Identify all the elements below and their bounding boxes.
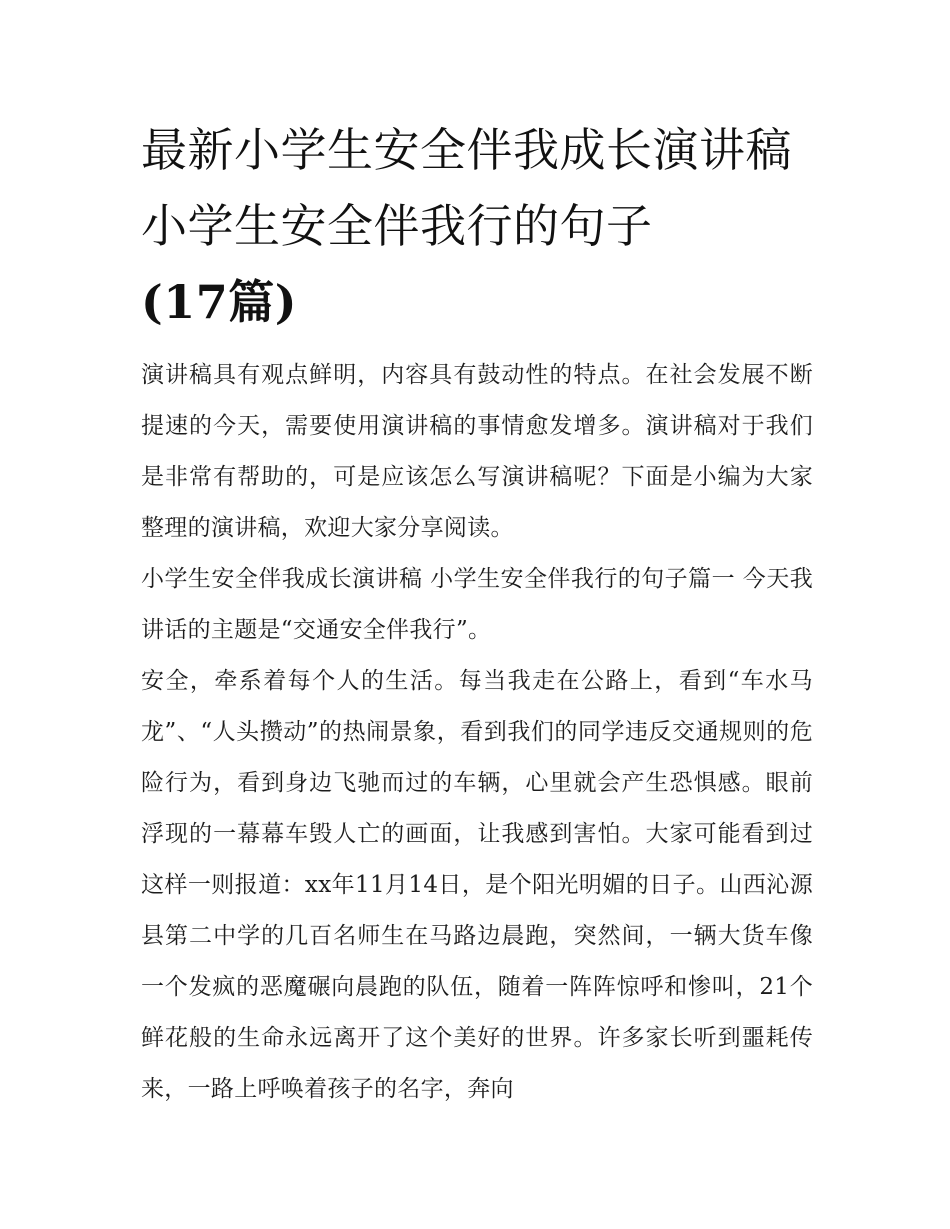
intro-paragraph: 演讲稿具有观点鲜明，内容具有鼓动性的特点。在社会发展不断提速的今天，需要使用演讲稿的事情愈发增多。演讲稿对于我们是非常有帮助的，可是应该怎么写演讲稿呢？下面是小编为大家整理的演讲稿，欢迎大家分享阅读。	[141, 362, 813, 541]
document-title	[141, 112, 813, 340]
section-heading-paragraph: 小学生安全伴我成长演讲稿 小学生安全伴我行的句子篇一 今天我讲话的主题是“交通安全伴我行”。	[141, 566, 813, 643]
document-content	[141, 112, 813, 1115]
body-paragraph: 安全，牵系着每个人的生活。每当我走在公路上，看到“车水马龙”、“人头攒动”的热闹景象，看到我们的同学违反交通规则的危险行为，看到身边飞驰而过的车辆，心里就会产生恐惧感。眼前浮现的一幕幕车毁人亡的画面，让我感到害怕。大家可能看到过这样一则报道：xx年11月14日，是个阳光明媚的日子。山西沁源县第二中学的几百名师生在马路边晨跑，突然间，一辆大货车像一个发疯的恶魔碾向晨跑的队伍，随着一阵阵惊呼和惨叫，21个鲜花般的生命永远离开了这个美好的世界。许多家长听到噩耗传来，一路上呼唤着孩子的名字，奔向	[141, 668, 813, 1102]
title-count: (17篇)	[141, 275, 298, 329]
title-text: 最新小学生安全伴我成长演讲稿 小学生安全伴我行的句子	[141, 123, 792, 253]
document-body	[141, 350, 813, 1115]
